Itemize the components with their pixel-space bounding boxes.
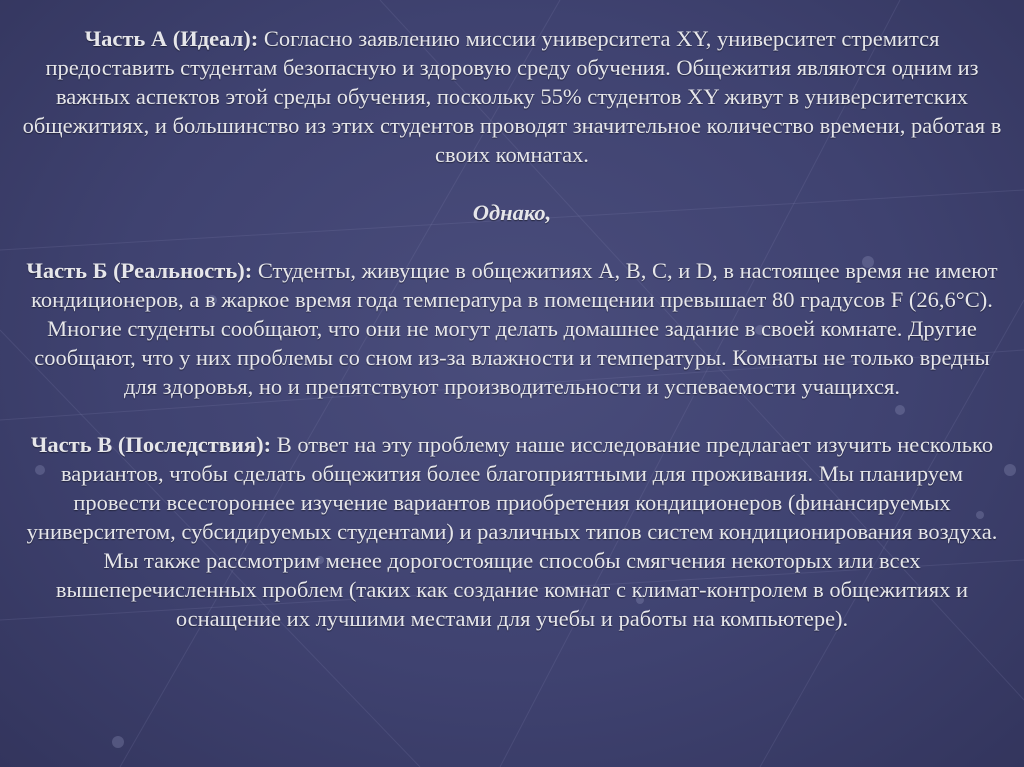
part-b-heading: Часть Б (Реальность): — [26, 258, 253, 283]
connector-text: Однако, — [472, 200, 552, 225]
part-a-text: Согласно заявлению миссии университета XY, университет стремится предоставить студентам безопасную и здоровую среду обучения. Общежития являются одним из важных аспектов этой среды обучения, поскольку 55% студентов XY живут в университетских общежитиях, и большинство из этих студентов проводят значительное количество времени, работая в своих комнатах. — [22, 26, 1002, 167]
part-a-paragraph — [20, 24, 1004, 169]
part-a-heading: Часть А (Идеал): — [84, 26, 259, 51]
part-c-paragraph — [20, 430, 1004, 633]
part-b-text: Студенты, живущие в общежитиях A, B, C, и D, в настоящее время не имеют кондиционеров, а в жаркое время года температура в помещении превышает 80 градусов F (26,6°C). Многие студенты сообщают, что они не могут делать домашнее задание в своей комнате. Другие сообщают, что у них проблемы со сном из-за влажности и температуры. Комнаты не только вредны для здоровья, но и препятствуют производительности и успеваемости учащихся. — [31, 258, 998, 399]
part-c-heading: Часть В (Последствия): — [30, 432, 272, 457]
part-c-text: В ответ на эту проблему наше исследование предлагает изучить несколько вариантов, чтобы сделать общежития более благоприятными для проживания. Мы планируем провести всестороннее изучение вариантов приобретения кондиционеров (финансируемых университетом, субсидируемых студентами) и различных типов систем кондиционирования воздуха. Мы также рассмотрим менее дорогостоящие способы смягчения некоторых или всех вышеперечисленных проблем (таких как создание комнат с климат-контролем в общежитиях и оснащение их лучшими местами для учебы и работы на компьютере). — [26, 432, 998, 631]
slide-body — [20, 24, 1004, 633]
part-b-paragraph — [20, 256, 1004, 401]
